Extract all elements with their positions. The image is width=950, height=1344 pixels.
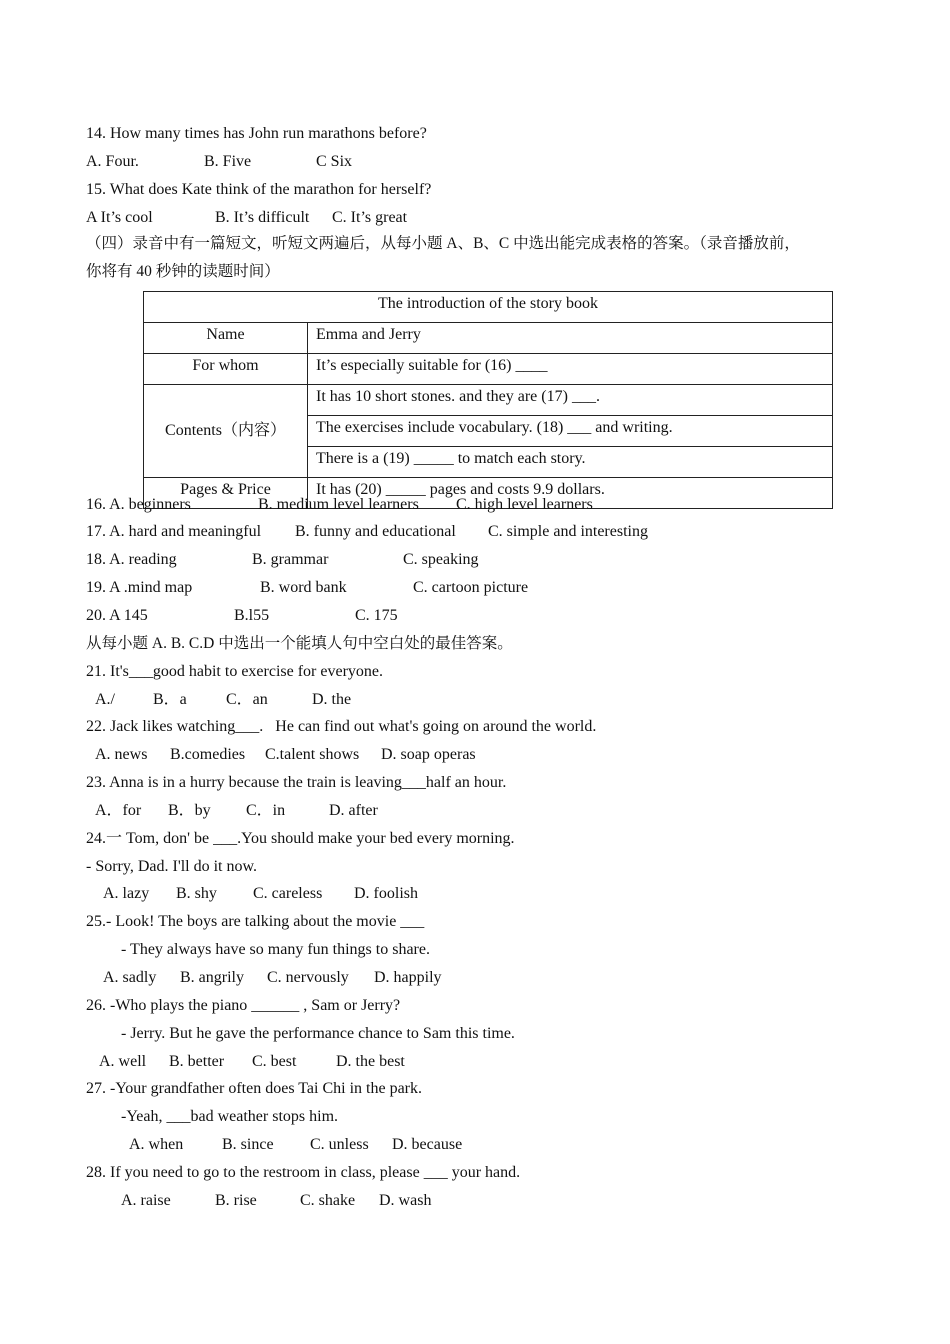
- q16-option-a: 16. A. beginners: [86, 496, 191, 513]
- q18-option-a: 18. A. reading: [86, 551, 177, 568]
- q25-option-b: B. angrily: [180, 969, 244, 986]
- table-value-contents-2: The exercises include vocabulary. (18) ___ and writing.: [308, 416, 833, 447]
- table-row: [144, 385, 833, 416]
- question-27-stem: 27. -Your grandfather often does Tai Chi in the park.: [86, 1080, 422, 1097]
- table-value-name: Emma and Jerry: [308, 323, 833, 354]
- question-26-stem: 26. -Who plays the piano ______ , Sam or Jerry?: [86, 997, 401, 1014]
- single-choice-instruction: 从每小题 A. B. C.D 中选出一个能填人句中空白处的最佳答案。: [86, 635, 513, 652]
- q15-option-a: A It’s cool: [86, 209, 153, 226]
- q20-option-a: 20. A 145: [86, 607, 148, 624]
- question-24-stem: 24.一 Tom, don' be ___.You should make your bed every morning.: [86, 830, 515, 847]
- q26-option-d: D. the best: [336, 1053, 405, 1070]
- table-value-pages-price: It has (20) _____ pages and costs 9.9 dollars.: [308, 478, 833, 509]
- q22-option-d: D. soap operas: [381, 746, 476, 763]
- section-4-instruction-line2: 你将有 40 秒钟的读题时间）: [86, 263, 280, 280]
- story-book-table: [143, 291, 833, 509]
- q26-option-a: A. well: [99, 1053, 147, 1070]
- q17-option-a: 17. A. hard and meaningful: [86, 523, 262, 540]
- q28-option-c: C. shake: [300, 1192, 356, 1209]
- q27-option-b: B. since: [222, 1136, 274, 1153]
- q28-option-a: A. raise: [121, 1192, 171, 1209]
- q24-option-a: A. lazy: [103, 885, 150, 902]
- q19-option-a: 19. A .mind map: [86, 579, 193, 596]
- question-21-stem: 21. It's___good habit to exercise for everyone.: [86, 663, 384, 680]
- question-25-stem: 25.- Look! The boys are talking about the movie ___: [86, 913, 425, 930]
- q22-option-c: C.talent shows: [265, 746, 360, 763]
- question-24-reply: - Sorry, Dad. I'll do it now.: [86, 858, 258, 875]
- q16-option-b: B. medium level learners: [258, 496, 419, 513]
- q28-option-d: D. wash: [379, 1192, 432, 1209]
- q14-option-b: B. Five: [204, 153, 252, 170]
- question-23-stem: 23. Anna is in a hurry because the train is leaving___half an hour.: [86, 774, 507, 791]
- table-value-contents-1: It has 10 short stones. and they are (17) ___.: [308, 385, 833, 416]
- q21-option-c: C．an: [226, 691, 268, 708]
- question-27-reply: -Yeah, ___bad weather stops him.: [121, 1108, 339, 1125]
- table-label-name: Name: [144, 323, 308, 354]
- q23-option-d: D. after: [329, 802, 378, 819]
- q23-option-b: B．by: [168, 802, 211, 819]
- table-value-for-whom: It’s especially suitable for (16) ____: [308, 354, 833, 385]
- q20-option-b: B.l55: [234, 607, 270, 624]
- q24-option-d: D. foolish: [354, 885, 418, 902]
- q26-option-b: B. better: [169, 1053, 225, 1070]
- q15-option-c: C. It’s great: [332, 209, 408, 226]
- q17-option-b: B. funny and educational: [295, 523, 456, 540]
- q22-option-b: B.comedies: [170, 746, 246, 763]
- q25-option-c: C. nervously: [267, 969, 349, 986]
- q21-option-b: B．a: [153, 691, 187, 708]
- q22-option-a: A. news: [95, 746, 148, 763]
- q23-option-a: A．for: [95, 802, 142, 819]
- question-26-reply: - Jerry. But he gave the performance chance to Sam this time.: [121, 1025, 515, 1042]
- q20-option-c: C. 175: [355, 607, 398, 624]
- table-title: The introduction of the story book: [144, 292, 833, 323]
- q19-option-c: C. cartoon picture: [413, 579, 529, 596]
- q27-option-c: C. unless: [310, 1136, 369, 1153]
- q18-option-c: C. speaking: [403, 551, 479, 568]
- q15-option-b: B. It’s difficult: [215, 209, 310, 226]
- table-row: [144, 354, 833, 385]
- table-label-for-whom: For whom: [144, 354, 308, 385]
- q14-option-a: A. Four.: [86, 153, 139, 170]
- table-value-contents-3: There is a (19) _____ to match each story.: [308, 447, 833, 478]
- question-28-stem: 28. If you need to go to the restroom in class, please ___ your hand.: [86, 1164, 521, 1181]
- q25-option-a: A. sadly: [103, 969, 157, 986]
- q17-option-c: C. simple and interesting: [488, 523, 648, 540]
- question-22-stem: 22. Jack likes watching___. He can find out what's going on around the world.: [86, 718, 597, 735]
- q18-option-b: B. grammar: [252, 551, 329, 568]
- q24-option-c: C. careless: [253, 885, 323, 902]
- q27-option-d: D. because: [392, 1136, 463, 1153]
- q16-option-c: C. high level learners: [456, 496, 593, 513]
- q27-option-a: A. when: [129, 1136, 184, 1153]
- question-14-stem: 14. How many times has John run marathons before?: [86, 125, 427, 142]
- q14-option-c: C Six: [316, 153, 353, 170]
- section-4-instruction-line1: （四）录音中有一篇短文，听短文两遍后，从每小题 A、B、C 中选出能完成表格的答案。（录音播放前，: [86, 235, 800, 252]
- q24-option-b: B. shy: [176, 885, 217, 902]
- q26-option-c: C. best: [252, 1053, 297, 1070]
- table-row: [144, 323, 833, 354]
- question-15-stem: 15. What does Kate think of the marathon for herself?: [86, 181, 432, 198]
- q25-option-d: D. happily: [374, 969, 442, 986]
- q21-option-a: A./: [95, 691, 115, 708]
- q21-option-d: D. the: [312, 691, 352, 708]
- q28-option-b: B. rise: [215, 1192, 257, 1209]
- q19-option-b: B. word bank: [260, 579, 347, 596]
- q23-option-c: C．in: [246, 802, 286, 819]
- table-label-pages-price: Pages & Price: [144, 478, 308, 509]
- table-label-contents: Contents（内容）: [144, 385, 308, 478]
- question-25-reply: - They always have so many fun things to share.: [121, 941, 430, 958]
